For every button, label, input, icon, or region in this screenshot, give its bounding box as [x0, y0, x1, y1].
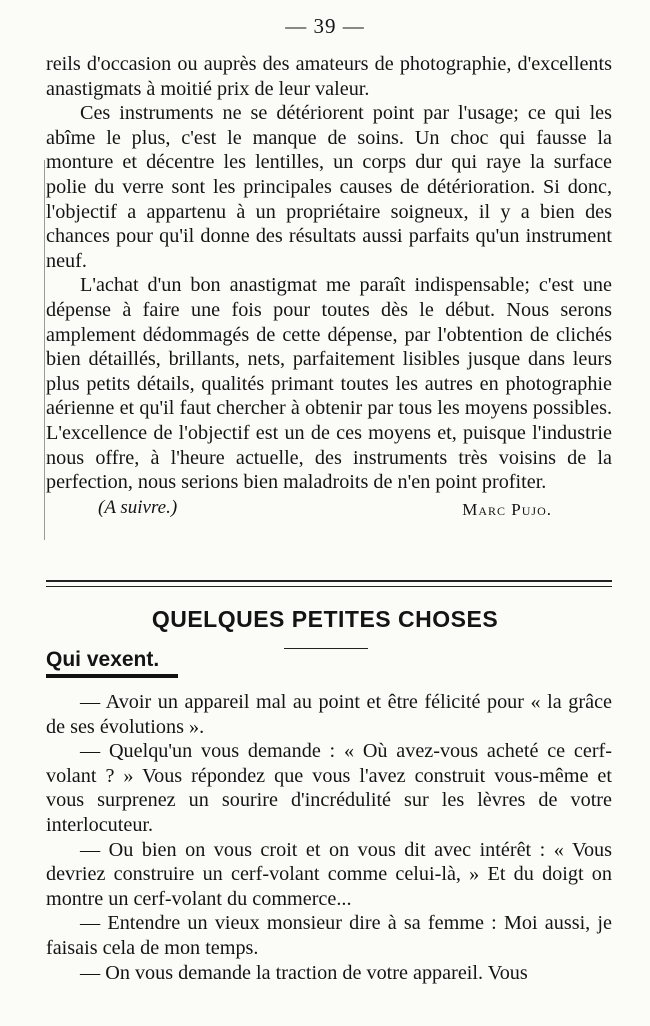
article-paragraph: Ces instruments ne se détériorent point par l'usage; ce qui les abîme le plus, c'est le manque de soins. Un choc qui fausse la monture et décentre les lentilles, un corps dur qui raye la surface polie du verre sont les principales causes de détérioration. Si donc, l'objectif a appartenu à un propriétaire soigneux, il y a bien des chances pour qu'il donne des résultats aussi parfaits qu'un instrument neuf. — [46, 102, 612, 272]
section-paragraph: — Quelqu'un vous demande : « Où avez-vous acheté ce cerf-volant ? » Vous répondez que vous l'avez construit vous-même et vous surprenez un sourire d'incrédulité sur les lèvres de votre interlocuteur. — [46, 740, 612, 836]
section-divider-thin — [46, 586, 612, 587]
section-subtitle: Qui vexent. — [46, 648, 160, 671]
section-divider — [46, 580, 612, 582]
to-be-continued: (A suivre.) — [98, 496, 178, 518]
article-continuation — [46, 52, 612, 522]
author-name: Marc Pujo. — [462, 499, 552, 519]
article-signature-line — [46, 496, 612, 522]
section-paragraph: — Avoir un appareil mal au point et être félicité pour « la grâce de ses évolutions ». — [46, 691, 612, 738]
section-paragraph: — On vous demande la traction de votre appareil. Vous — [80, 961, 528, 984]
section-title: QUELQUES PETITES CHOSES — [151, 606, 499, 632]
article-paragraph: L'achat d'un bon anastigmat me paraît indispensable; c'est une dépense à faire une fois pour toutes dès le début. Nous serons amplement dédommagés de cette dépense, par l'obtention de clichés bien détaillés, brillants, nets, parfaitement lisibles jusque dans leurs plus petits détails, qualités primant toutes les autres en photographie aérienne et qu'il faut chercher à obtenir par tous les moyens possibles. L'excellence de l'objectif est un de ces moyens et, puisque l'industrie nous offre, à l'heure actuelle, des instruments très voisins de la perfection, nous serions bien maladroits de n'en point profiter. — [46, 274, 612, 494]
section-body — [46, 690, 612, 985]
margin-mark — [44, 160, 45, 540]
article-paragraph: reils d'occasion ou auprès des amateurs de photographie, d'excellents anastigmats à moitié prix de leur valeur. — [46, 53, 612, 100]
section-paragraph: — Entendre un vieux monsieur dire à sa femme : Moi aussi, je faisais cela de mon temps. — [46, 912, 612, 959]
section-paragraph: — Ou bien on vous croit et on vous dit avec intérêt : « Vous devriez construire un cerf-volant comme celui-là, » Et du doigt on montre un cerf-volant du commerce... — [46, 838, 612, 910]
title-rule — [284, 648, 368, 649]
page-number: — 39 — — [285, 14, 365, 38]
subtitle-underline — [46, 674, 178, 678]
